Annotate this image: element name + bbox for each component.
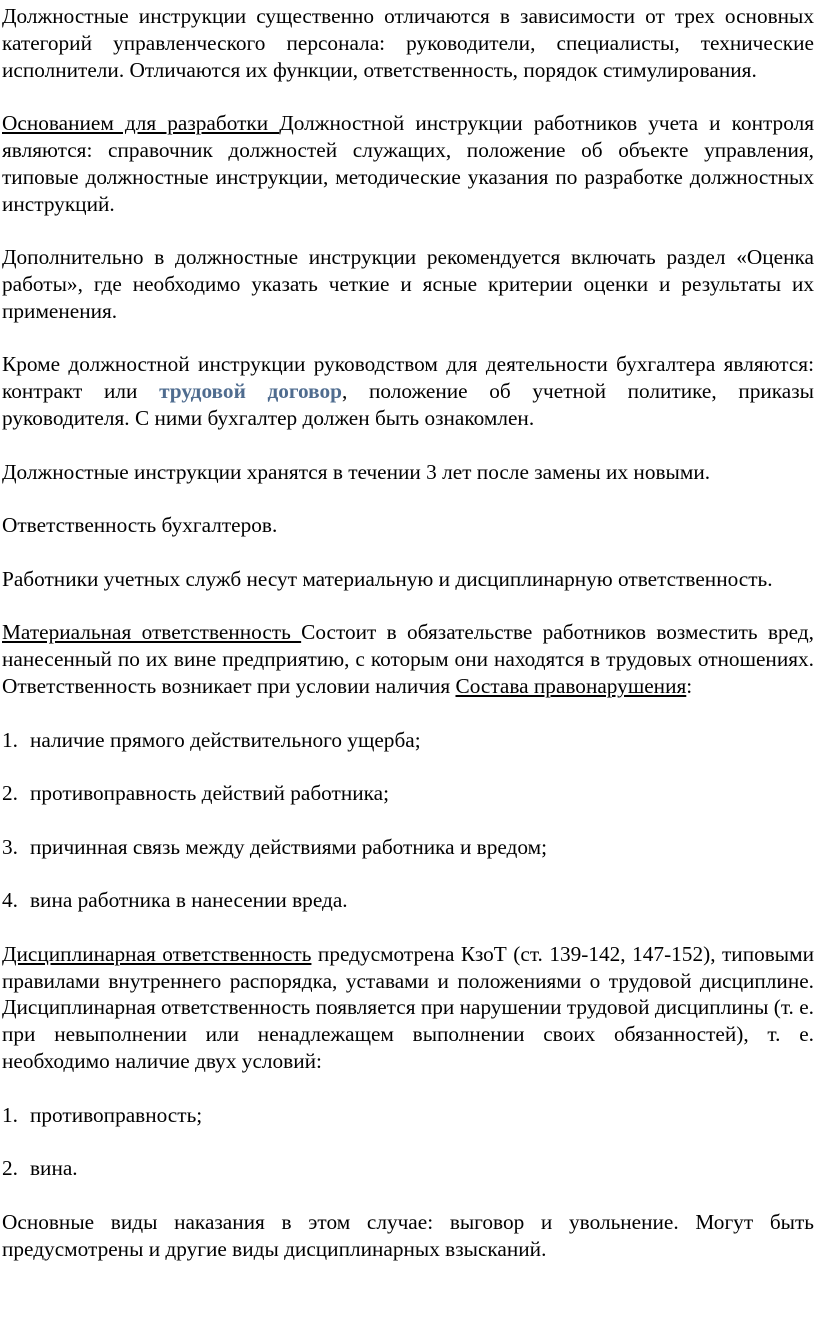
list-item (2, 1102, 814, 1129)
paragraph-text: Ответственность бухгалтеров. (2, 513, 278, 538)
paragraph-job-descriptions (2, 3, 814, 83)
section-heading-responsibility (2, 512, 814, 539)
list-number: 2. (2, 781, 18, 806)
list-text: противоправность; (30, 1102, 203, 1127)
paragraph-development-basis (2, 110, 814, 217)
list-item (2, 887, 814, 914)
list-item (2, 727, 814, 754)
paragraph-text: Дополнительно в должностные инструкции рекомендуется включать раздел «Оценка работы», где необходимо указать четкие и ясные критерии оценки и результаты их применения. (2, 245, 814, 323)
underlined-term: Материальная ответственность (2, 620, 302, 645)
list-text: вина работника в нанесении вреда. (30, 888, 348, 913)
underlined-term: Дисциплинарная ответственность (2, 941, 312, 966)
paragraph-accountant-guidance (2, 351, 814, 431)
paragraph-text: предусмотрена КзоТ (ст. 139-142, 147-152), типовыми правилами внутреннего распорядка, уставами и положениями о трудовой дисциплине. Дисциплинарная ответственность появляется при нарушении трудовой дисциплины (т. е. при невыполнении или ненадлежащем выполнении своих обязанностей), т. е. необходимо наличие двух условий: (2, 941, 814, 1074)
list-number: 2. (2, 1156, 18, 1181)
list-item (2, 1155, 814, 1182)
paragraph-text: Работники учетных служб несут материальную и дисциплинарную ответственность. (2, 566, 773, 591)
list-text: противоправность действий работника; (30, 781, 390, 806)
list-text: причинная связь между действиями работника и вредом; (30, 834, 548, 859)
paragraph-text: Кроме должностной инструкции руководством для деятельности бухгалтера являются: контракт или (2, 352, 814, 404)
list-number: 1. (2, 1102, 18, 1127)
list-item (2, 780, 814, 807)
paragraph-penalties (2, 1209, 814, 1263)
paragraph-text: Должностные инструкции существенно отличаются в зависимости от трех основных категорий управленческого персонала: руководители, специалисты, технические исполнители. Отличаются их функции, ответственность, порядок стимулирования. (2, 4, 814, 82)
paragraph-disciplinary-responsibility (2, 941, 814, 1075)
paragraph-text: Должностные инструкции хранятся в течении 3 лет после замены их новыми. (2, 459, 711, 484)
paragraph-responsibility-types (2, 566, 814, 593)
paragraph-text: Состоит в обязательстве работников возместить вред, нанесенный по их вине предприятию, с которым они находятся в трудовых отношениях. Ответственность возникает при условии наличия (2, 620, 814, 698)
paragraph-text: : (686, 673, 693, 698)
list-text: вина. (30, 1156, 78, 1181)
paragraph-text: Основные виды наказания в этом случае: выговор и увольнение. Могут быть предусмотрены и другие виды дисциплинарных взысканий. (2, 1209, 814, 1261)
underlined-term: Состава правонарушения (455, 673, 687, 698)
employment-contract-link[interactable]: трудовой договор (159, 379, 343, 404)
list-number: 4. (2, 888, 18, 913)
paragraph-work-evaluation (2, 244, 814, 324)
underlined-term: Основанием для разработки (2, 111, 280, 136)
list-item (2, 834, 814, 861)
list-text: наличие прямого действительного ущерба; (30, 727, 421, 752)
list-number: 3. (2, 834, 18, 859)
paragraph-text: , положение об учетной политике, приказы руководителя. С ними бухгалтер должен быть ознакомлен. (2, 379, 814, 430)
list-number: 1. (2, 727, 18, 752)
paragraph-material-responsibility (2, 619, 814, 699)
paragraph-storage (2, 459, 814, 486)
paragraph-text: Должностной инструкции работников учета и контроля являются: справочник должностей служащих, положение об объекте управления, типовые должностные инструкции, методические указания по разработке должностных инструкций. (2, 111, 814, 216)
